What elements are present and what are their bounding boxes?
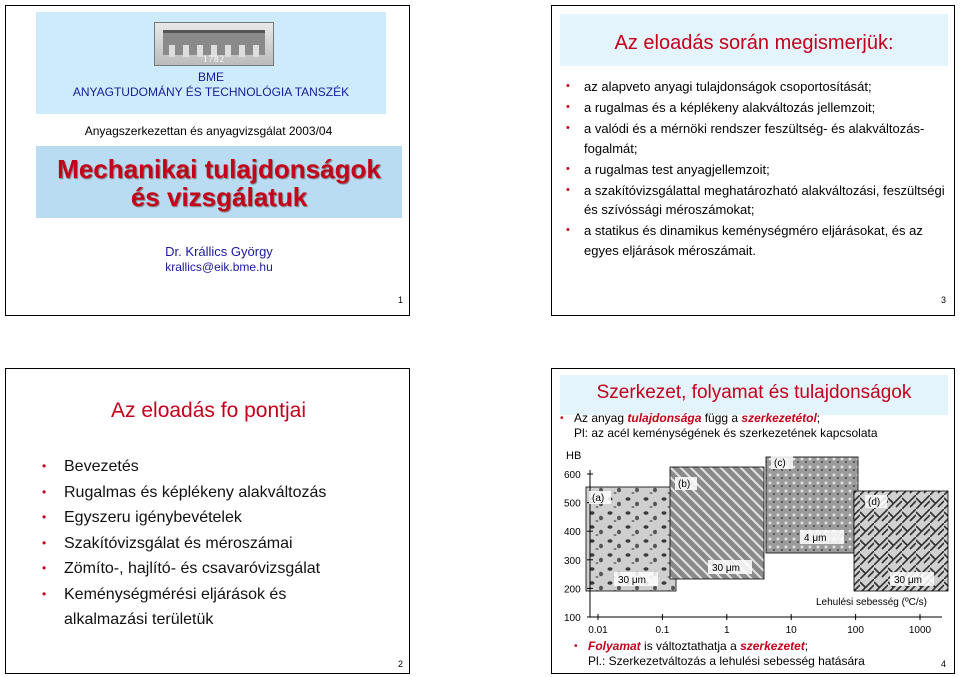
bullet-icon: • — [42, 586, 47, 601]
bullet-icon: • — [574, 641, 578, 652]
y-tick-label: 400 — [564, 527, 581, 539]
y-tick-label: 200 — [564, 584, 581, 596]
slide-heading: Szerkezet, folyamat és tulajdonságok — [596, 382, 912, 403]
list-item: • Bevezetés — [42, 454, 344, 480]
list-item: • az alapveto anyagi tulajdonságok csoportosítását; — [566, 77, 950, 97]
x-tick-label: 1000 — [908, 625, 932, 636]
list-item: • Zömíto-, hajlító- és csavaróvizsgálat — [42, 556, 344, 582]
page-number: 1 — [398, 295, 404, 305]
x-tick-label: 1 — [724, 625, 730, 636]
slide-2 — [5, 368, 410, 674]
bullet-icon: • — [42, 535, 47, 550]
bullet-list — [566, 77, 950, 262]
title-line-1: Mechanikai tulajdonságok — [57, 154, 381, 184]
list-item: • Szakítóvizsgálat és méroszámai — [42, 531, 344, 557]
bullet-icon: • — [42, 510, 47, 524]
building-icon — [163, 30, 265, 55]
y-tick-label: 600 — [564, 470, 581, 481]
micrograph-label: (c) — [774, 458, 786, 469]
bullet-icon: • — [42, 459, 47, 473]
bullet-icon: • — [42, 484, 47, 499]
bottom-text: • Folyamat is változtathatja a szerkezetet; Pl.: Szerkezetváltozás a lehulési sebesség hatására — [574, 639, 865, 668]
x-tick-label: 0.1 — [655, 625, 670, 636]
scale-bar-label: 30 μm — [894, 575, 922, 586]
bullet-icon: • — [566, 224, 570, 236]
micrograph-label: (a) — [592, 493, 605, 504]
dept-line-1: BME — [197, 70, 224, 84]
scale-bar-label: 30 μm — [618, 575, 646, 586]
bullet-icon: • — [42, 561, 47, 575]
y-tick-label: 100 — [564, 613, 581, 624]
list-item: • a rugalmas test anyagjellemzoit; — [566, 160, 950, 180]
slide-heading: Az eloadás fo pontjai — [111, 399, 306, 422]
title-line-2: és vizsgálatuk — [130, 182, 308, 212]
scale-bar-label: 4 μm — [804, 533, 827, 544]
hardness-chart — [552, 369, 956, 675]
micrograph-label: (d) — [868, 497, 881, 508]
list-item: • a valódi és a mérnöki rendszer feszültség- és alakváltozás-fogalmát; — [566, 121, 925, 156]
x-tick-label: 100 — [847, 625, 864, 636]
y-tick-label: 300 — [564, 555, 581, 567]
list-item: • Egyszeru igénybevételek — [42, 505, 344, 531]
list-item: • Rugalmas és képlékeny alakváltozás — [42, 480, 344, 506]
bullet-list — [42, 454, 344, 633]
bullet-icon: • — [560, 413, 564, 424]
bullet-icon: • — [566, 162, 570, 175]
micrograph-label: (b) — [678, 479, 691, 490]
author: Dr. Krállics György — [165, 244, 273, 259]
course-name: Anyagszerkezettan és anyagvizsgálat 2003/04 — [84, 124, 333, 138]
list-item: • a statikus és dinamikus keménységméro eljárásokat, és az egyes eljárások méroszámait. — [566, 223, 923, 258]
intro-text: • Az anyag tulajdonsága függ a szerkezetétol; Pl: az acél keménységének és szerkezetének kapcsolata — [560, 411, 878, 440]
bullet-icon: • — [566, 122, 570, 134]
scale-bar-label: 30 μm — [712, 563, 740, 574]
list-item: • a rugalmas és a képlékeny alakváltozás jellemzoit; — [566, 98, 950, 118]
slide-4 — [551, 368, 955, 674]
page-number: 3 — [941, 295, 947, 305]
bullet-icon: • — [566, 80, 570, 92]
slide-1 — [5, 5, 410, 316]
x-axis-label: Lehulési sebesség (ºC/s) — [816, 597, 927, 608]
slide-heading: Az eloadás során megismerjük: — [614, 32, 894, 54]
x-tick-label: 10 — [785, 625, 797, 636]
page-number: 4 — [941, 659, 947, 669]
x-tick-label: 0.01 — [588, 625, 608, 636]
list-item: • a szakítóvizsgálattal meghatározható alakváltozási, feszültségi és szívóssági méroszámokat; — [566, 182, 945, 217]
page-number: 2 — [398, 659, 404, 669]
bullet-icon: • — [566, 183, 570, 196]
y-axis-label: HB — [566, 450, 582, 462]
y-tick-label: 500 — [564, 498, 581, 510]
slide-3 — [551, 5, 955, 316]
list-item: • Keménységmérési eljárások és alkalmazási területük — [42, 582, 344, 633]
bullet-icon: • — [566, 101, 570, 113]
author-email: krallics@eik.bme.hu — [165, 260, 273, 274]
dept-line-2: ANYAGTUDOMÁNY ÉS TECHNOLÓGIA TANSZÉK — [72, 85, 350, 99]
university-logo — [154, 22, 274, 66]
logo-year: 1782 — [203, 54, 225, 64]
